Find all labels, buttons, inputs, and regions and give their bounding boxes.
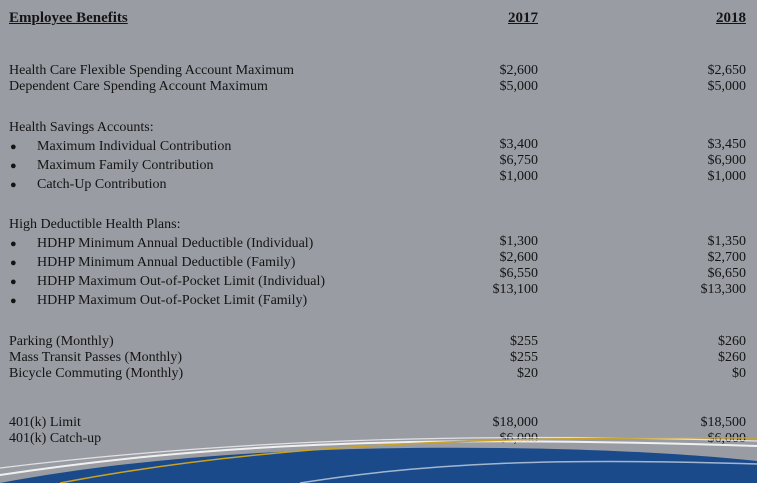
row-label-hdhp-min-ind: HDHP Minimum Annual Deductible (Individual) [37, 236, 314, 251]
value-2017-bicycle: $20 [517, 366, 538, 381]
value-2018-hsa-family: $6,900 [707, 153, 746, 168]
row-label-bicycle: Bicycle Commuting (Monthly) [9, 366, 184, 381]
value-2018-hdhp-min-ind: $1,350 [707, 234, 746, 249]
value-2017-hc-fsa: $2,600 [499, 63, 538, 78]
value-2017-hdhp-oop-fam: $13,100 [492, 282, 538, 297]
value-2018-401k-limit: $18,500 [700, 415, 746, 430]
value-2017-parking: $255 [510, 334, 538, 349]
row-label-parking: Parking (Monthly) [9, 334, 114, 349]
value-2017-hsa-catchup: $1,000 [499, 169, 538, 184]
row-label-hdhp-oop-ind: HDHP Maximum Out-of-Pocket Limit (Individual) [37, 274, 325, 289]
row-label-401k-limit: 401(k) Limit [9, 415, 81, 430]
row-label-hc-fsa: Health Care Flexible Spending Account Maximum [9, 63, 295, 78]
bullet-icon: ● [10, 238, 17, 250]
value-2017-hdhp-oop-ind: $6,550 [499, 266, 538, 281]
column-header-2018: 2018 [716, 10, 746, 26]
bullet-icon: ● [10, 160, 17, 172]
column-header-2017: 2017 [508, 10, 538, 26]
value-2017-dc-fsa: $5,000 [499, 79, 538, 94]
bullet-icon: ● [10, 179, 17, 191]
value-2017-hdhp-min-ind: $1,300 [499, 234, 538, 249]
bullet-icon: ● [10, 141, 17, 153]
value-2018-hdhp-oop-ind: $6,650 [707, 266, 746, 281]
row-label-hdhp-min-fam: HDHP Minimum Annual Deductible (Family) [37, 255, 296, 270]
value-2018-dc-fsa: $5,000 [707, 79, 746, 94]
section-heading-hsa: Health Savings Accounts: [9, 120, 154, 135]
bullet-icon: ● [10, 257, 17, 269]
row-label-dc-fsa: Dependent Care Spending Account Maximum [9, 79, 268, 94]
table-title: Employee Benefits [9, 10, 128, 26]
value-2018-401k-catchup: $6,000 [707, 431, 746, 446]
value-2017-hsa-family: $6,750 [499, 153, 538, 168]
value-2018-bicycle: $0 [732, 366, 746, 381]
value-2018-hsa-catchup: $1,000 [707, 169, 746, 184]
value-2018-hdhp-oop-fam: $13,300 [700, 282, 746, 297]
value-2018-hdhp-min-fam: $2,700 [707, 250, 746, 265]
bullet-icon: ● [10, 295, 17, 307]
value-2017-401k-limit: $18,000 [492, 415, 538, 430]
value-2018-mass-transit: $260 [718, 350, 746, 365]
bullet-icon: ● [10, 276, 17, 288]
value-2017-mass-transit: $255 [510, 350, 538, 365]
row-label-hdhp-oop-fam: HDHP Maximum Out-of-Pocket Limit (Family) [37, 293, 308, 308]
row-label-mass-transit: Mass Transit Passes (Monthly) [9, 350, 183, 365]
value-2017-401k-catchup: $6,000 [499, 431, 538, 446]
value-2018-hc-fsa: $2,650 [707, 63, 746, 78]
row-label-hsa-catchup: Catch-Up Contribution [37, 177, 167, 192]
row-label-hsa-family: Maximum Family Contribution [37, 158, 214, 173]
row-label-401k-catchup: 401(k) Catch-up [9, 431, 102, 446]
value-2017-hdhp-min-fam: $2,600 [499, 250, 538, 265]
row-label-hsa-individual: Maximum Individual Contribution [37, 139, 232, 154]
section-heading-hdhp: High Deductible Health Plans: [9, 217, 181, 232]
value-2018-parking: $260 [718, 334, 746, 349]
value-2018-hsa-individual: $3,450 [707, 137, 746, 152]
value-2017-hsa-individual: $3,400 [499, 137, 538, 152]
